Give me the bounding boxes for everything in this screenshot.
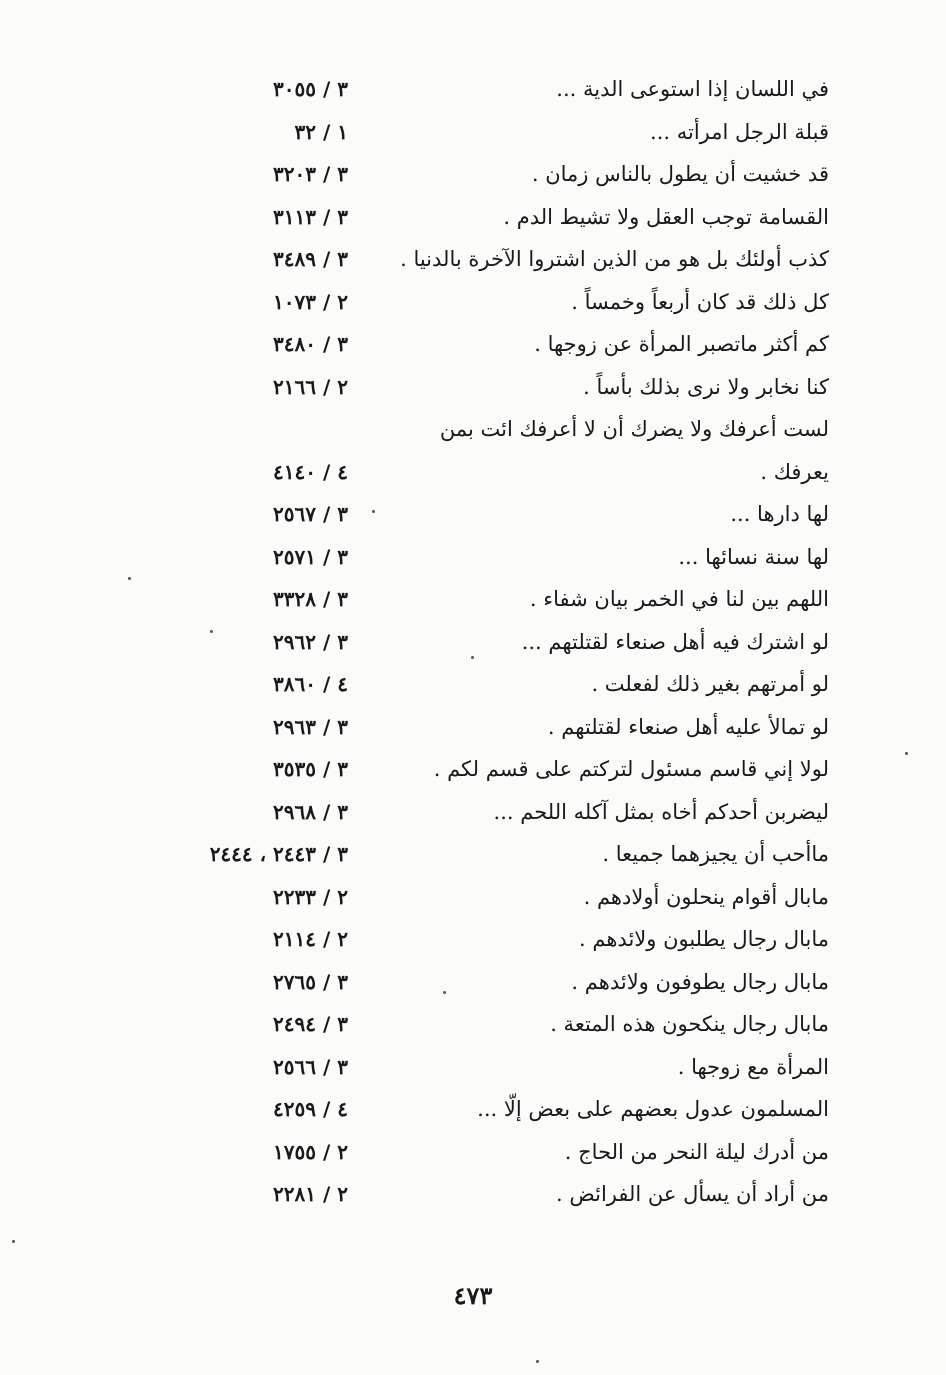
index-entry [0,153,946,196]
entry-reference: ٣ / ٣٣٢٨ [273,587,348,611]
entry-reference: ٣ / ٣٤٨٩ [273,247,348,271]
entry-reference: ٢ / ١٠٧٣ [273,289,348,314]
index-entry [0,536,946,579]
index-entry [0,323,946,366]
entry-text: مابال رجال ينكحون هذه المتعة . [550,1012,829,1036]
entry-reference: ٢ / ٢١١٤ [273,927,348,951]
entry-text: اللهم بين لنا في الخمر بيان شفاء . [529,587,829,611]
index-entry [0,578,946,621]
entry-reference: ٢ / ٢١٦٦ [273,374,348,399]
index-entry [0,1131,946,1174]
entry-text: المسلمون عدول بعضهم على بعض إلّا ... [477,1097,829,1121]
index-entry [0,68,946,111]
entry-text: القسامة توجب العقل ولا تشيط الدم . [503,204,829,229]
index-entry [0,451,946,494]
entry-text: يعرفك . [760,459,829,484]
index-entry [0,366,946,409]
index-entry [0,196,946,239]
entry-text: قبلة الرجل امرأته ... [650,119,829,144]
scan-speck [210,630,213,633]
entry-reference: ٤ / ٣٨٦٠ [273,672,348,696]
entry-text: كم أكثر ماتصبر المرأة عن زوجها . [534,332,829,356]
scan-speck [128,577,131,580]
index-entry [0,918,946,961]
entry-reference: ٣ / ٣١١٣ [273,204,348,229]
entry-text: مابال رجال يطوفون ولائدهم . [571,969,829,994]
entry-reference: ٣ / ٢٩٦٢ [273,629,348,654]
entry-reference: ٤ / ٤١٤٠ [273,459,348,484]
entry-text: لست أعرفك ولا يضرك أن لا أعرفك ائت بمن [439,417,829,441]
entry-reference: ٣ / ٢٥٦٧ [273,502,348,526]
entry-reference: ٣ / ٢٥٦٦ [273,1054,348,1079]
index-entry [0,408,946,451]
entry-reference: ٢ / ٢٢٣٣ [273,884,348,909]
entry-text: قد خشيت أن يطول بالناس زمان . [531,162,829,186]
scan-speck [905,752,908,755]
entry-text: لو تمالأ عليه أهل صنعاء لقتلتهم . [547,714,829,739]
entry-reference: ٣ / ٣٢٠٣ [273,162,348,186]
index-entry [0,833,946,876]
entry-reference: ٣ / ٣٤٨٠ [273,332,348,356]
entry-text: لها سنة نسائها ... [678,544,829,569]
index-entry [0,961,946,1004]
scan-speck [471,656,474,659]
index-entry [0,281,946,324]
entry-text: ماأحب أن يجيزهما جميعا . [602,842,829,866]
entry-reference: ٢ / ٢٢٨١ [273,1182,348,1206]
entry-reference: ٣ / ٢٩٦٨ [273,799,348,824]
entry-text: لها دارها ... [730,502,829,526]
entry-text: مابال أقوام ينحلون أولادهم . [583,884,829,909]
entry-reference: ٣ / ٢٧٦٥ [273,969,348,994]
entry-reference: ٤ / ٤٢٥٩ [273,1097,348,1121]
scan-speck [443,991,446,994]
index-entry [0,876,946,919]
index-entry [0,706,946,749]
scan-speck [12,1240,15,1243]
index-entry [0,1003,946,1046]
entry-text: لولا إني قاسم مسئول لتركتم على قسم لكم . [433,757,829,781]
entry-reference: ٣ / ٢٥٧١ [273,544,348,569]
entry-text: لو اشترك فيه أهل صنعاء لقتلتهم ... [521,629,829,654]
entry-reference: ٣ / ٣٥٣٥ [273,757,348,781]
index-entry [0,238,946,281]
entry-reference: ٣ / ٢٤٩٤ [273,1012,348,1036]
entry-text: لو أمرتهم بغير ذلك لفعلت . [591,672,829,696]
index-entry [0,791,946,834]
hadith-index-list [0,68,946,1216]
index-entry [0,493,946,536]
index-entry [0,1088,946,1131]
entry-reference: ٣ / ٣٠٥٥ [273,77,348,101]
index-entry [0,1046,946,1089]
index-entry [0,663,946,706]
scan-speck [372,510,375,513]
entry-text: مابال رجال يطلبون ولائدهم . [579,927,829,951]
entry-reference: ١ / ٣٢ [294,119,348,144]
entry-reference: ٣ / ٢٩٦٣ [273,714,348,739]
entry-text: كنا نخابر ولا نرى بذلك بأساً . [583,374,829,399]
entry-text: كذب أولئك بل هو من الذين اشتروا الآخرة بالدنيا . [400,247,829,271]
index-entry [0,748,946,791]
entry-text: من أراد أن يسأل عن الفرائض . [556,1182,829,1206]
entry-text: المرأة مع زوجها . [677,1054,829,1079]
scan-speck [536,1360,539,1363]
index-entry [0,1173,946,1216]
entry-text: في اللسان إذا استوعى الدية ... [556,77,829,101]
entry-reference: ٢ / ١٧٥٥ [273,1139,348,1164]
page-number: ٤٧٣ [453,1281,493,1310]
entry-reference: ٣ / ٢٤٤٣ ، ٢٤٤٤ [209,842,348,866]
index-entry [0,111,946,154]
entry-text: ليضربن أحدكم أخاه بمثل آكله اللحم ... [493,799,829,824]
entry-text: كل ذلك قد كان أربعاً وخمساً . [571,289,829,314]
entry-text: من أدرك ليلة النحر من الحاج . [564,1139,829,1164]
